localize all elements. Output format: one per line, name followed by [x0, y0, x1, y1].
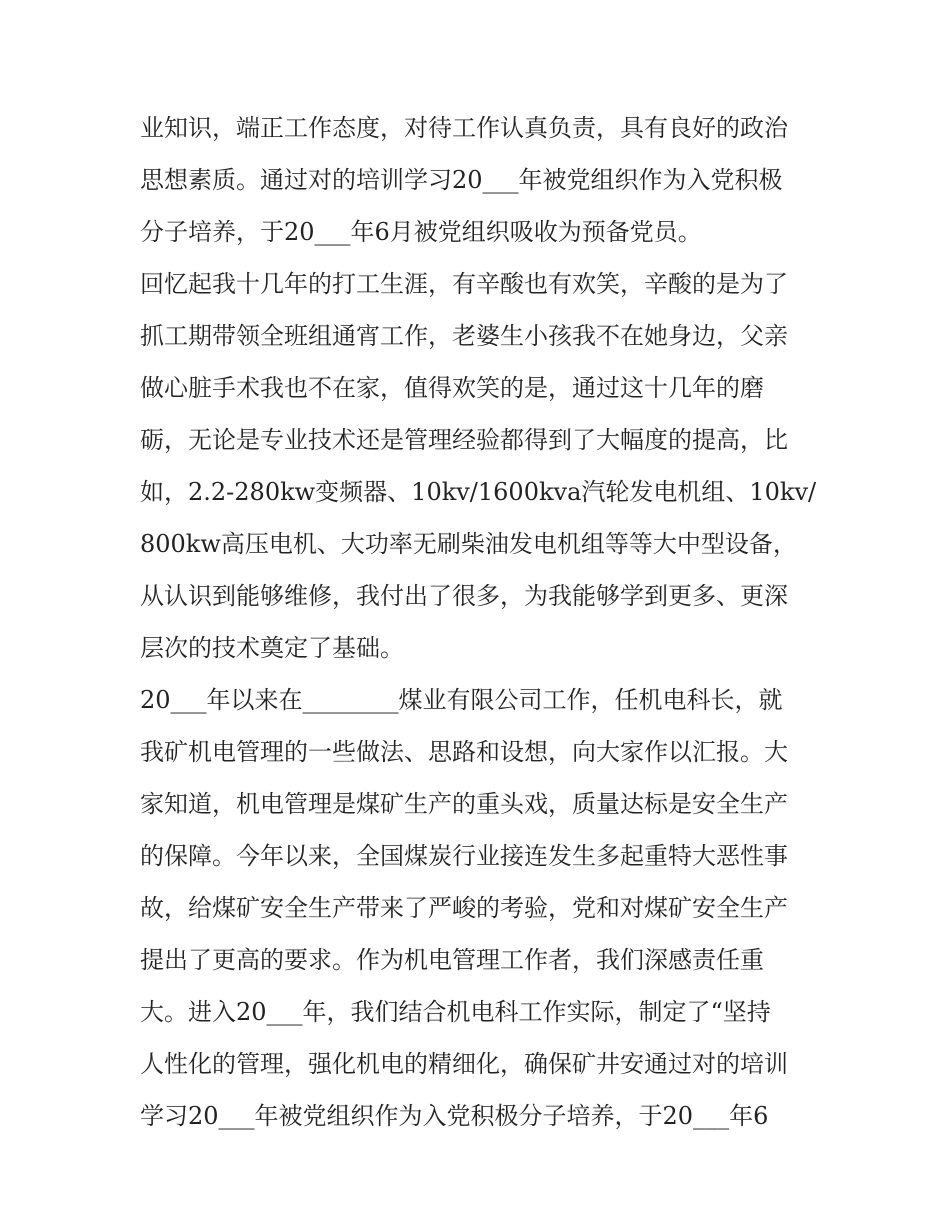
text-line-17: 提出了更高的要求。作为机电管理工作者，我们深感责任重 [140, 946, 764, 974]
text-line-13: 我矿机电管理的一些做法、思路和设想，向大家作以汇报。大 [140, 738, 788, 766]
text-line-6: 做心脏手术我也不在家，值得欢笑的是，通过这十几年的磨 [140, 374, 764, 402]
text-line-18: 大。进入20___年，我们结合机电科工作实际，制定了“坚持 [140, 998, 771, 1026]
text-line-20: 学习20___年被党组织作为入党积极分子培养，于20___年6 [140, 1102, 769, 1130]
text-line-7: 砺，无论是专业技术还是管理经验都得到了大幅度的提高，比 [140, 426, 788, 454]
text-line-3: 分子培养，于20___年6月被党组织吸收为预备党员。 [140, 218, 702, 246]
text-line-15: 的保障。今年以来，全国煤炭行业接连发生多起重特大恶性事 [140, 842, 788, 870]
text-line-1: 业知识，端正工作态度，对待工作认真负责，具有良好的政治 [140, 114, 788, 142]
text-line-2: 思想素质。通过对的培训学习20___年被党组织作为入党积极 [140, 166, 783, 194]
text-line-10: 从认识到能够维修，我付出了很多，为我能够学到更多、更深 [140, 582, 788, 610]
text-line-4: 回忆起我十几年的打工生涯，有辛酸也有欢笑，辛酸的是为了 [140, 270, 788, 298]
text-line-12: 20___年以来在________煤业有限公司工作，任机电科长，就 [140, 686, 783, 714]
text-line-14: 家知道，机电管理是煤矿生产的重头戏，质量达标是安全生产 [140, 790, 788, 818]
text-line-9: 800kw高压电机、大功率无刷柴油发电机组等等大中型设备， [140, 530, 797, 558]
text-line-5: 抓工期带领全班组通宵工作，老婆生小孩我不在她身边，父亲 [140, 322, 788, 350]
text-line-11: 层次的技术奠定了基础。 [140, 634, 404, 662]
body-text [140, 102, 820, 1142]
text-line-8: 如，2.2-280kw变频器、10kv/1600kva汽轮发电机组、10kv/ [140, 478, 817, 506]
text-line-19: 人性化的管理，强化机电的精细化，确保矿井安通过对的培训 [140, 1050, 788, 1078]
text-line-16: 故，给煤矿安全生产带来了严峻的考验，党和对煤矿安全生产 [140, 894, 788, 922]
